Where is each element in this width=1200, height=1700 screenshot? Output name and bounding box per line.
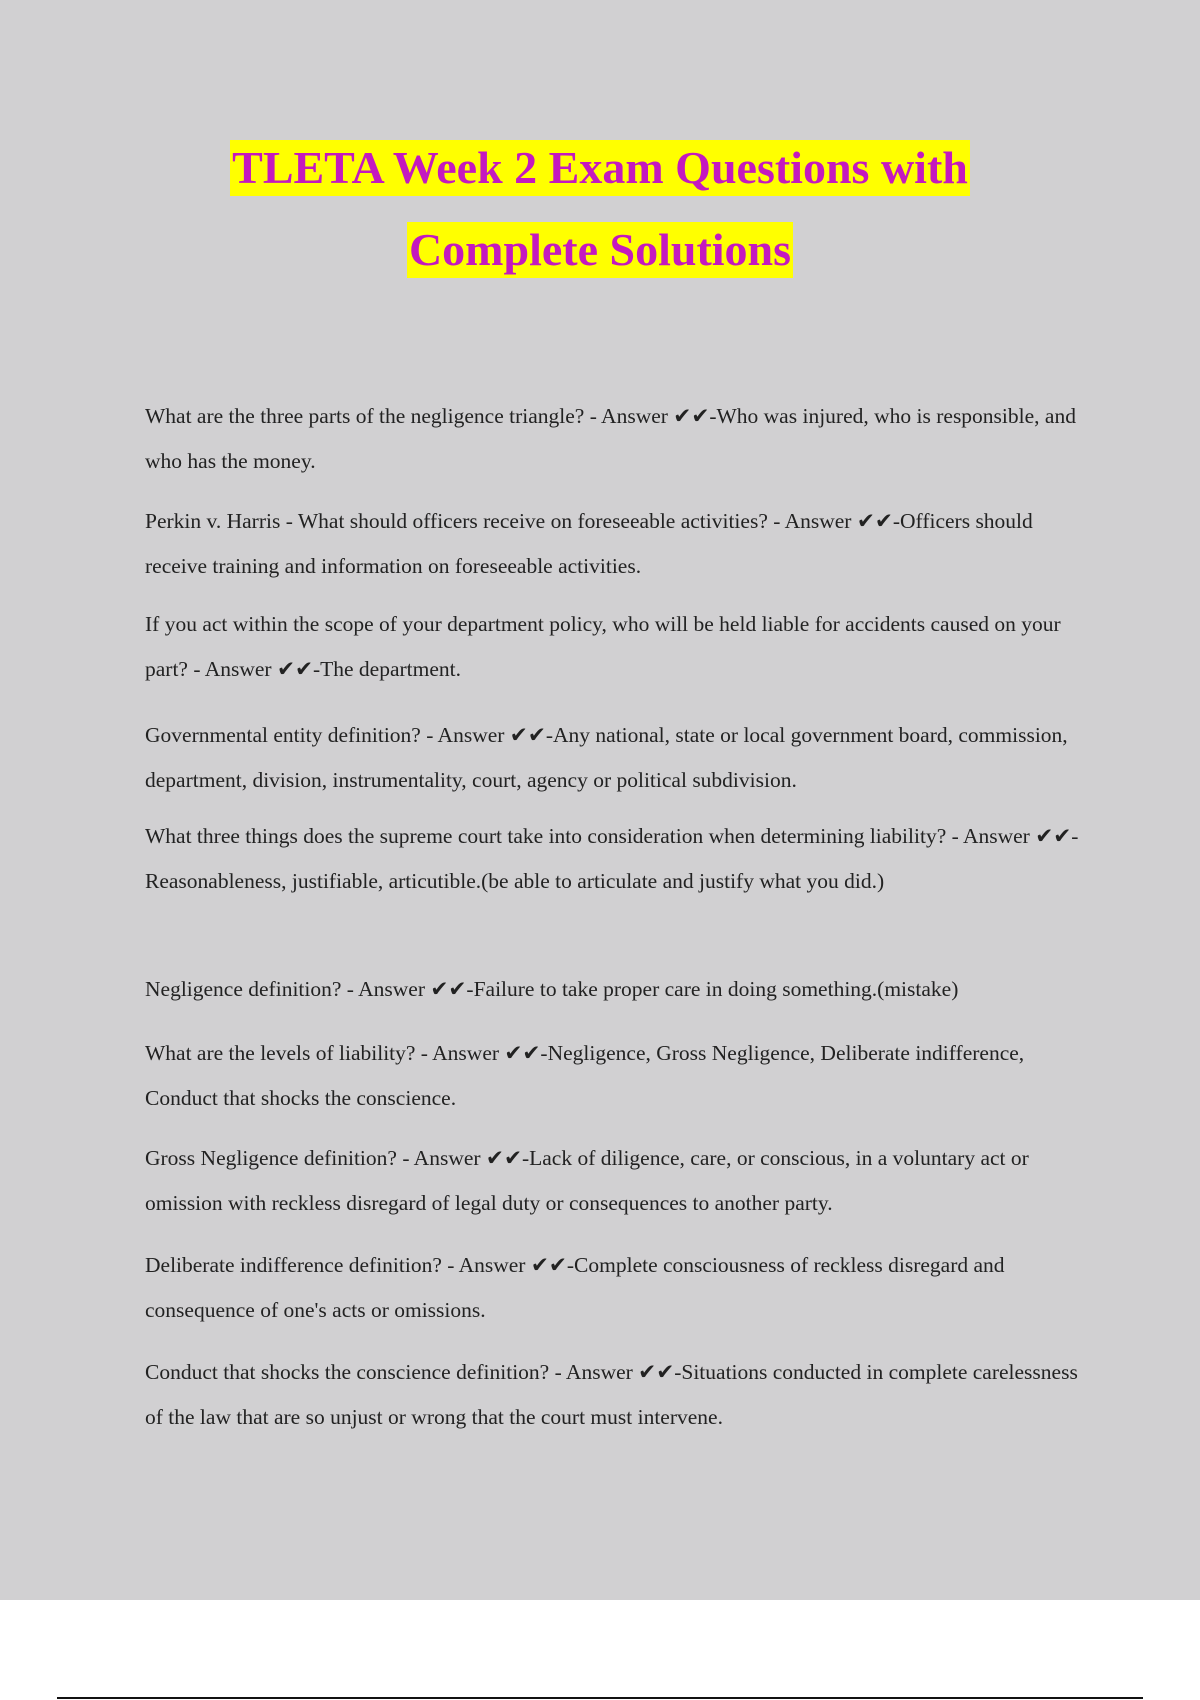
qa-item-supreme-court-liability: What three things does the supreme court take into consideration when determining liability? - Answer ✔✔-Reasonableness, justifiable, articutible.(be able to articulate and justify what you did.) bbox=[145, 824, 1079, 893]
title-line-2: Complete Solutions bbox=[407, 222, 793, 278]
qa-item-negligence-definition: Negligence definition? - Answer ✔✔-Failure to take proper care in doing something.(mistake) bbox=[145, 977, 959, 1001]
qa-item-gross-negligence: Gross Negligence definition? - Answer ✔✔-Lack of diligence, care, or conscious, in a voluntary act or omission with reckless disregard of legal duty or consequences to another party. bbox=[145, 1146, 1029, 1215]
next-page-rule bbox=[57, 1697, 1143, 1699]
qa-item-negligence-triangle: What are the three parts of the negligence triangle? - Answer ✔✔-Who was injured, who is responsible, and who has the money. bbox=[145, 404, 1076, 473]
page-title bbox=[0, 140, 1200, 278]
qa-item-governmental-entity: Governmental entity definition? - Answer ✔✔-Any national, state or local government board, commission, department, division, instrumentality, court, agency or political subdivision. bbox=[145, 723, 1068, 792]
page-gap bbox=[0, 1600, 1200, 1700]
title-line-1: TLETA Week 2 Exam Questions with bbox=[230, 140, 970, 196]
qa-item-shocks-the-conscience: Conduct that shocks the conscience definition? - Answer ✔✔-Situations conducted in complete carelessness of the law that are so unjust or wrong that the court must intervene. bbox=[145, 1360, 1078, 1429]
qa-item-levels-of-liability: What are the levels of liability? - Answer ✔✔-Negligence, Gross Negligence, Deliberate indifference, Conduct that shocks the conscience. bbox=[145, 1041, 1025, 1110]
qa-item-perkin-v-harris: Perkin v. Harris - What should officers receive on foreseeable activities? - Answer ✔✔-Officers should receive training and information on foreseeable activities. bbox=[145, 509, 1033, 578]
qa-item-department-policy: If you act within the scope of your department policy, who will be held liable for accidents caused on your part? - Answer ✔✔-The department. bbox=[145, 612, 1061, 681]
qa-item-deliberate-indifference: Deliberate indifference definition? - Answer ✔✔-Complete consciousness of reckless disregard and consequence of one's acts or omissions. bbox=[145, 1253, 1005, 1322]
